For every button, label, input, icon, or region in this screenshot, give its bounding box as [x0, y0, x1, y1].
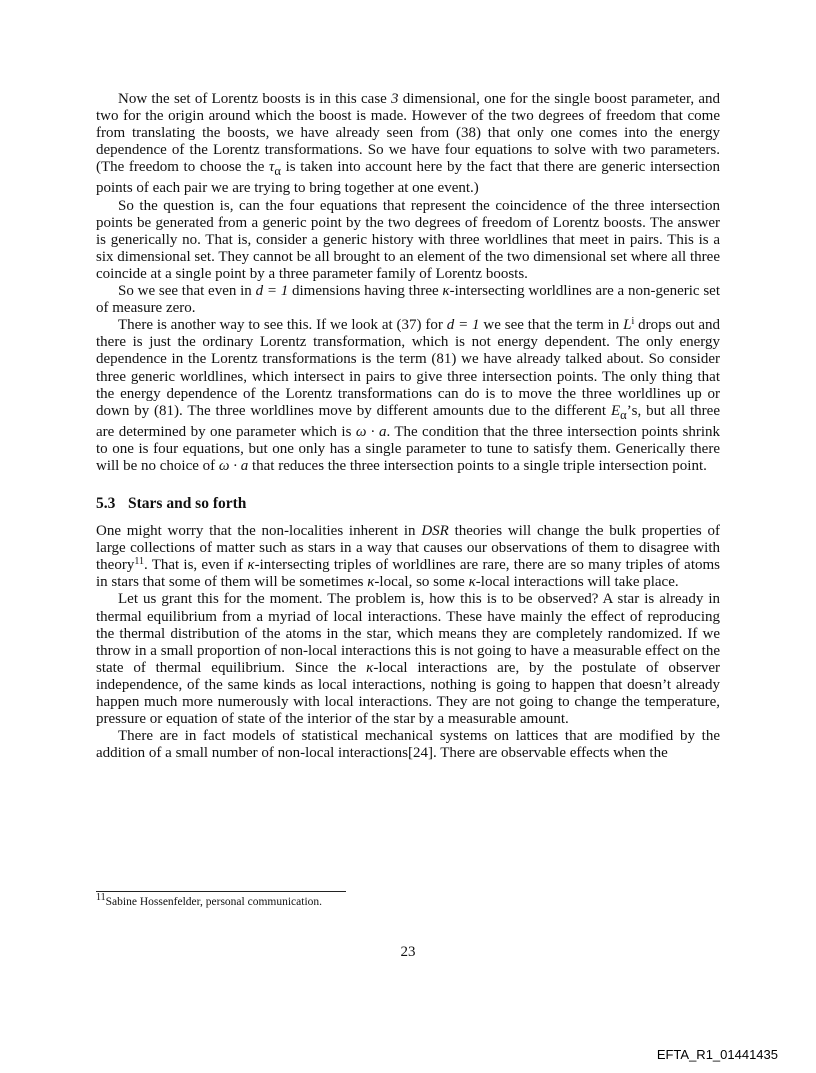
page-number: 23: [400, 944, 416, 960]
paragraph: [96, 523, 720, 591]
paragraph: [96, 91, 720, 198]
text-run: -intersecting triples of worldlines are rare, there are so many triples of atoms in stars that some of them will be sometimes: [96, 557, 720, 591]
math-inline: τ: [269, 159, 275, 176]
paragraph: [96, 317, 720, 475]
superscript: i: [631, 316, 635, 328]
text-run: Let us grant this for the moment. The problem is, how this is to be observed? A star is already in thermal equilibrium from a myriad of local interactions. These have mainly the effect of reproducing the thermal distribution of the atoms in the star, which means they are completely randomized. If we throw in a small proportion of non-local interactions this is not going to have a measurable effect on the state of thermal equilibrium. Since the: [96, 591, 720, 676]
text-run: -local interactions will take place.: [475, 574, 679, 591]
text-run: -local, so some: [374, 574, 469, 591]
math-inline: κ: [366, 659, 374, 676]
paragraph: [96, 283, 720, 317]
text-run: dimensional, one for the single boost parameter, and two for the origin around which the boost is made. However of the two degrees of freedom that come from translating the boosts, we have already seen from (38) that only one comes into the energy dependence of the Lorentz transformations. So we have four equations to solve with two parameters. (The freedom to choose the: [96, 91, 720, 176]
page-body: [96, 91, 720, 762]
footnote-text: Sabine Hossenfelder, personal communication.: [105, 896, 323, 908]
footnote-mark: 11: [96, 892, 106, 903]
text-run: drops out and there is just the ordinary Lorentz transformation, which is not energy dependent. The only energy dependence in the Lorentz transformations is the term (81) we have already talked about. So consider three generic worldlines, which intersect in pairs to give three intersection points. The only thing that the energy dependence of the Lorentz transformations can do is to move the three worldlines up or down by (81). The three worldlines move by different amounts due to the different: [96, 317, 720, 419]
text-run: we see that the term in: [479, 317, 624, 334]
math-inline: κ: [247, 557, 255, 574]
math-inline: d = 1: [446, 317, 480, 334]
section-paragraphs: [96, 523, 720, 762]
section-title: Stars and so forth: [128, 495, 247, 513]
body-paragraphs: [96, 91, 720, 475]
text-run: that reduces the three intersection points to a single triple intersection point.: [248, 457, 707, 474]
math-inline: κ: [442, 283, 450, 300]
text-run: is taken into account here by the fact that there are generic intersection points of each pair we are trying to bring together at one event.): [96, 159, 720, 197]
superscript: 11: [134, 556, 144, 568]
document-id: EFTA_R1_01441435: [656, 1047, 778, 1062]
math-inline: L: [623, 317, 632, 334]
paragraph: [96, 591, 720, 728]
footnote: [96, 892, 323, 908]
text-run: -local interactions are, by the postulate of observer independence, of the same kinds as local interactions, nothing is going to happen that doesn’t already happen much more numerously with local interactions. They are not going to change the temperature, pressure or equation of state of the interior of the star by a measurable amount.: [96, 659, 720, 728]
math-inline: κ: [468, 574, 476, 591]
math-inline: ω · a: [355, 423, 387, 440]
text-run: dimensions having three: [288, 283, 443, 300]
math-inline: ω · a: [218, 457, 249, 474]
subscript: α: [274, 164, 281, 179]
math-inline: DSR: [421, 523, 449, 540]
text-run: . The condition that the three intersection points shrink to one is four equations, but one only has a single parameter to tune to satisfy them. Generically there will be no choice of: [96, 423, 721, 474]
text-run: There are in fact models of statistical mechanical systems on lattices that are modified by the addition of a small number of non-local interactions[24]. There are observable effects when the: [96, 728, 720, 762]
text-run: One might worry that the non-localities inherent in: [96, 523, 422, 540]
math-inline: κ: [367, 574, 375, 591]
math-inline: d = 1: [255, 283, 289, 300]
text-run: -intersecting worldlines are a non-generic set of measure zero.: [96, 283, 721, 317]
math-inline: 3: [391, 91, 399, 107]
text-run: So the question is, can the four equations that represent the coincidence of the three intersection points be generated from a generic point by the two degrees of freedom of Lorentz boosts. The answer is generically no. That is, consider a generic history with three worldlines that meet in pairs. This is a six dimensional set. They cannot be all brought to an element of the two dimensional set where all three coincide at a single point by a three parameter family of Lorentz boosts.: [96, 197, 720, 282]
text-run: theories will change the bulk properties of large collections of matter such as stars in a way that causes our observations of them to disagree with theory: [96, 523, 721, 574]
footnote-divider: [96, 891, 346, 892]
paragraph: [96, 728, 720, 762]
text-run: Now the set of Lorentz boosts is in this case: [118, 91, 392, 107]
section-number: 5.3: [96, 495, 116, 513]
subscript: α: [620, 407, 627, 422]
text-run: ’s, but all three are determined by one parameter which is: [96, 402, 720, 440]
text-run: . That is, even if: [143, 557, 248, 574]
math-inline: E: [610, 402, 621, 419]
paragraph: [96, 198, 720, 283]
section-heading: [96, 495, 720, 513]
text-run: So we see that even in: [118, 283, 256, 300]
text-run: There is another way to see this. If we look at (37) for: [118, 317, 447, 334]
